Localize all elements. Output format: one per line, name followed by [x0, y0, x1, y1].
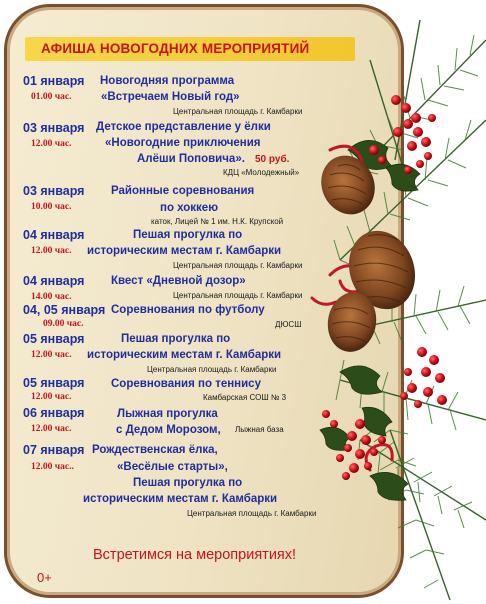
event-title: Детское представление у ёлки	[96, 121, 271, 133]
event-place: Центральная площадь г. Камбарки	[173, 291, 303, 300]
event-date: 01 января	[23, 74, 85, 88]
event-place: Центральная площадь г. Камбарки	[187, 509, 317, 518]
event-place: Лыжная база	[235, 425, 284, 434]
event-time: 12.00 час.	[31, 424, 72, 434]
event-time: 12.00 час.	[31, 246, 72, 256]
event-title: историческим местам г. Камбарки	[87, 349, 282, 361]
event-title: Пешая прогулка по	[133, 477, 243, 489]
event-place: Центральная площадь г. Камбарки	[173, 107, 303, 116]
event-place: Камбарская СОШ № 3	[203, 393, 287, 402]
event-time: 14.00 час.	[31, 292, 72, 302]
event-title: Соревнования по футболу	[111, 304, 265, 316]
pine-branch-decoration	[300, 0, 486, 604]
event-title: «Новогодние приключения	[105, 137, 261, 149]
event-date: 03 января	[23, 121, 85, 135]
event-date: 06 января	[23, 406, 85, 420]
event-title: историческим местам г. Камбарки	[87, 245, 282, 257]
event-title: «Встречаем Новый год»	[101, 91, 240, 103]
event-place: Центральная площадь г. Камбарки	[173, 261, 303, 270]
poster-title: АФИША НОВОГОДНИХ МЕРОПРИЯТИЙ	[41, 41, 310, 56]
event-time: 12.00 час.	[31, 139, 72, 149]
event-price: 50 руб.	[255, 154, 290, 165]
event-time: 09.00 час.	[43, 319, 84, 329]
event-title: Квест «Дневной дозор»	[111, 275, 246, 287]
event-time: 10.00 час.	[31, 202, 72, 212]
age-rating: 0+	[37, 570, 52, 585]
event-title: Пешая прогулка по	[133, 229, 243, 241]
event-date: 04 января	[23, 274, 85, 288]
closing-message: Встретимся на мероприятиях!	[93, 547, 297, 563]
event-title: историческим местам г. Камбарки	[83, 493, 278, 505]
event-title: Рождественская ёлка,	[92, 444, 218, 456]
event-date: 05 января	[23, 376, 85, 390]
event-date: 07 января	[23, 443, 85, 457]
event-place: КДЦ «Молодежный»	[223, 168, 300, 177]
event-place: ДЮСШ	[275, 320, 302, 329]
event-title: Новогодняя программа	[100, 75, 235, 87]
event-date: 04, 05 января	[23, 303, 106, 317]
event-title: Соревнования по теннису	[111, 378, 261, 390]
event-title: Районные соревнования	[111, 185, 255, 197]
event-title: с Дедом Морозом,	[116, 424, 221, 436]
event-title: Пешая прогулка по	[121, 333, 231, 345]
event-title: Алёши Поповича».	[137, 153, 245, 165]
event-title: Лыжная прогулка	[117, 408, 218, 420]
event-time: 12.00 час.	[31, 350, 72, 360]
event-date: 03 января	[23, 184, 85, 198]
event-date: 04 января	[23, 228, 85, 242]
event-time: 01.00 час.	[31, 92, 72, 102]
event-time: 12.00 час.	[31, 392, 72, 402]
event-place: каток, Лицей № 1 им. Н.К. Крупской	[151, 217, 284, 226]
event-time: 12.00 час..	[31, 462, 74, 472]
event-date: 05 января	[23, 332, 85, 346]
event-title: по хоккею	[160, 202, 219, 214]
event-place: Центральная площадь г. Камбарки	[147, 365, 277, 374]
event-title: «Весёлые старты»,	[117, 461, 228, 473]
